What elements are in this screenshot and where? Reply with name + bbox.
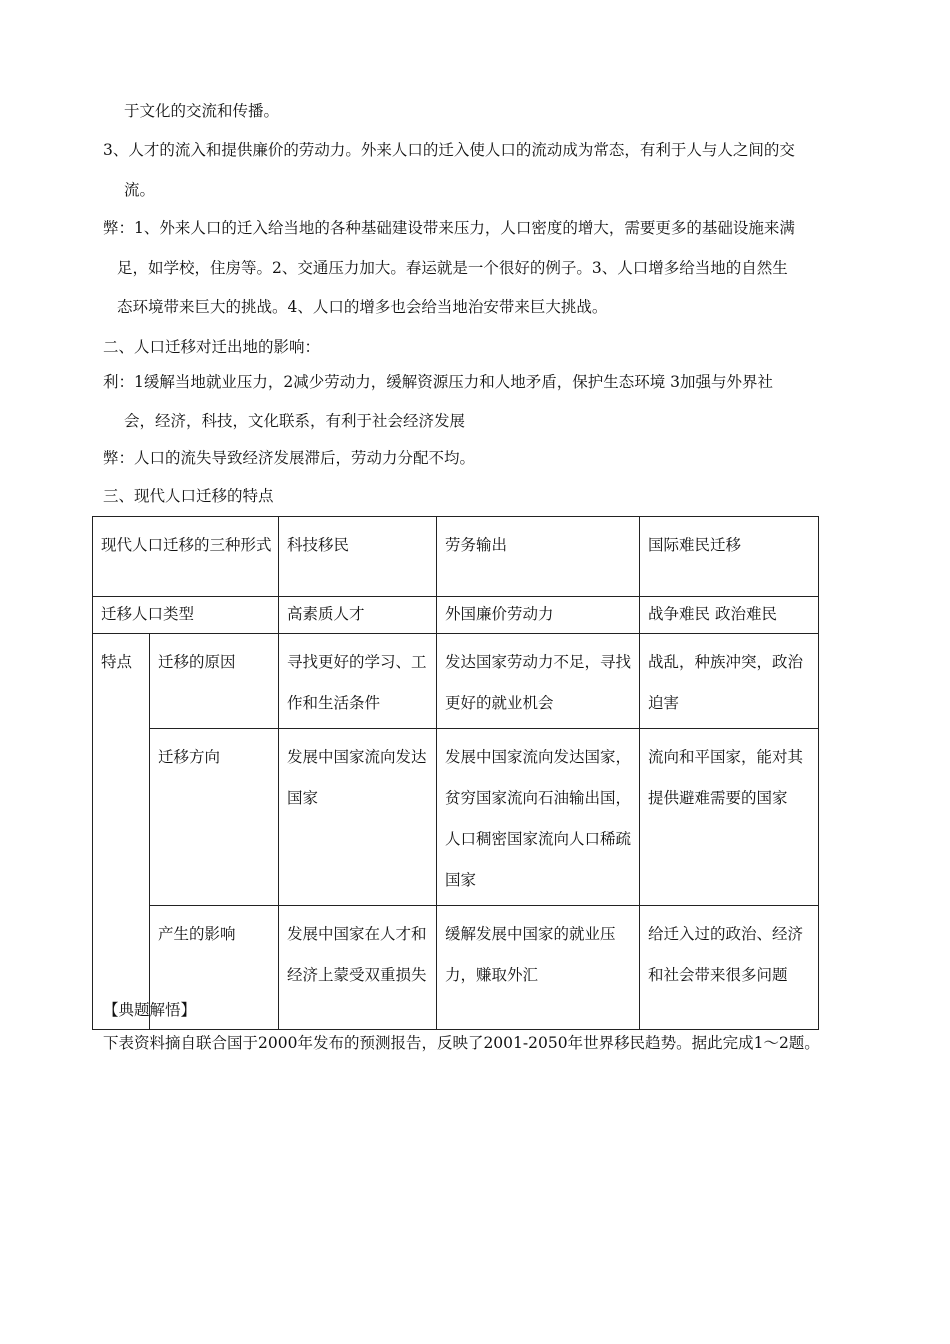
table-cell: 产生的影响 bbox=[150, 906, 279, 1030]
section-heading: 【典题解悟】 bbox=[103, 1001, 197, 1019]
migration-features-table bbox=[92, 516, 819, 1030]
table-cell: 战争难民 政治难民 bbox=[640, 597, 819, 634]
table-cell: 劳务输出 bbox=[437, 517, 640, 597]
table-cell: 迁移人口类型 bbox=[93, 597, 279, 634]
table-cell: 发展中国家流向发达国家，贫穷国家流向石油输出国，人口稠密国家流向人口稀疏国家 bbox=[437, 729, 640, 906]
paragraph-line: 利：1缓解当地就业压力，2减少劳动力，缓解资源压力和人地矛盾，保护生态环境 3加强与外界社 bbox=[103, 373, 774, 391]
table-cell: 寻找更好的学习、工作和生活条件 bbox=[279, 634, 437, 729]
table-row bbox=[93, 729, 819, 906]
table-cell: 国际难民迁移 bbox=[640, 517, 819, 597]
table-cell: 战乱，种族冲突，政治迫害 bbox=[640, 634, 819, 729]
table-cell: 迁移的原因 bbox=[150, 634, 279, 729]
paragraph-line: 弊：1、外来人口的迁入给当地的各种基础建设带来压力，人口密度的增大，需要更多的基础设施来满 bbox=[103, 219, 795, 237]
table-cell: 给迁入过的政治、经济和社会带来很多问题 bbox=[640, 906, 819, 1030]
paragraph-line: 弊：人口的流失导致经济发展滞后，劳动力分配不均。 bbox=[103, 449, 476, 467]
paragraph-line: 3、人才的流入和提供廉价的劳动力。外来人口的迁入使人口的流动成为常态，有利于人与人之间的交 bbox=[103, 141, 795, 159]
table-cell: 高素质人才 bbox=[279, 597, 437, 634]
paragraph-line: 下表资料摘自联合国于2000年发布的预测报告，反映了2001-2050年世界移民趋势。据此完成1～2题。 bbox=[103, 1034, 820, 1052]
table-cell: 迁移方向 bbox=[150, 729, 279, 906]
paragraph-line: 足，如学校，住房等。2、交通压力加大。春运就是一个很好的例子。3、人口增多给当地的自然生 bbox=[117, 259, 788, 277]
table-cell: 科技移民 bbox=[279, 517, 437, 597]
table-cell: 发展中国家流向发达国家 bbox=[279, 729, 437, 906]
table-cell: 现代人口迁移的三种形式 bbox=[93, 517, 279, 597]
paragraph-line: 态环境带来巨大的挑战。4、人口的增多也会给当地治安带来巨大挑战。 bbox=[117, 298, 608, 316]
table-cell: 发展中国家在人才和经济上蒙受双重损失 bbox=[279, 906, 437, 1030]
table-row bbox=[93, 906, 819, 1030]
paragraph-line: 于文化的交流和传播。 bbox=[124, 102, 280, 120]
section-heading: 二、人口迁移对迁出地的影响： bbox=[103, 338, 321, 356]
table-cell: 发达国家劳动力不足，寻找更好的就业机会 bbox=[437, 634, 640, 729]
table-row bbox=[93, 634, 819, 729]
paragraph-line: 会，经济，科技，文化联系，有利于社会经济发展 bbox=[124, 412, 466, 430]
table-row bbox=[93, 597, 819, 634]
table-cell: 特点 bbox=[93, 634, 150, 1030]
table-cell: 外国廉价劳动力 bbox=[437, 597, 640, 634]
table-cell: 流向和平国家，能对其提供避难需要的国家 bbox=[640, 729, 819, 906]
section-heading: 三、现代人口迁移的特点 bbox=[103, 487, 274, 505]
table-cell: 缓解发展中国家的就业压力，赚取外汇 bbox=[437, 906, 640, 1030]
paragraph-line: 流。 bbox=[124, 181, 156, 199]
table-row bbox=[93, 517, 819, 597]
